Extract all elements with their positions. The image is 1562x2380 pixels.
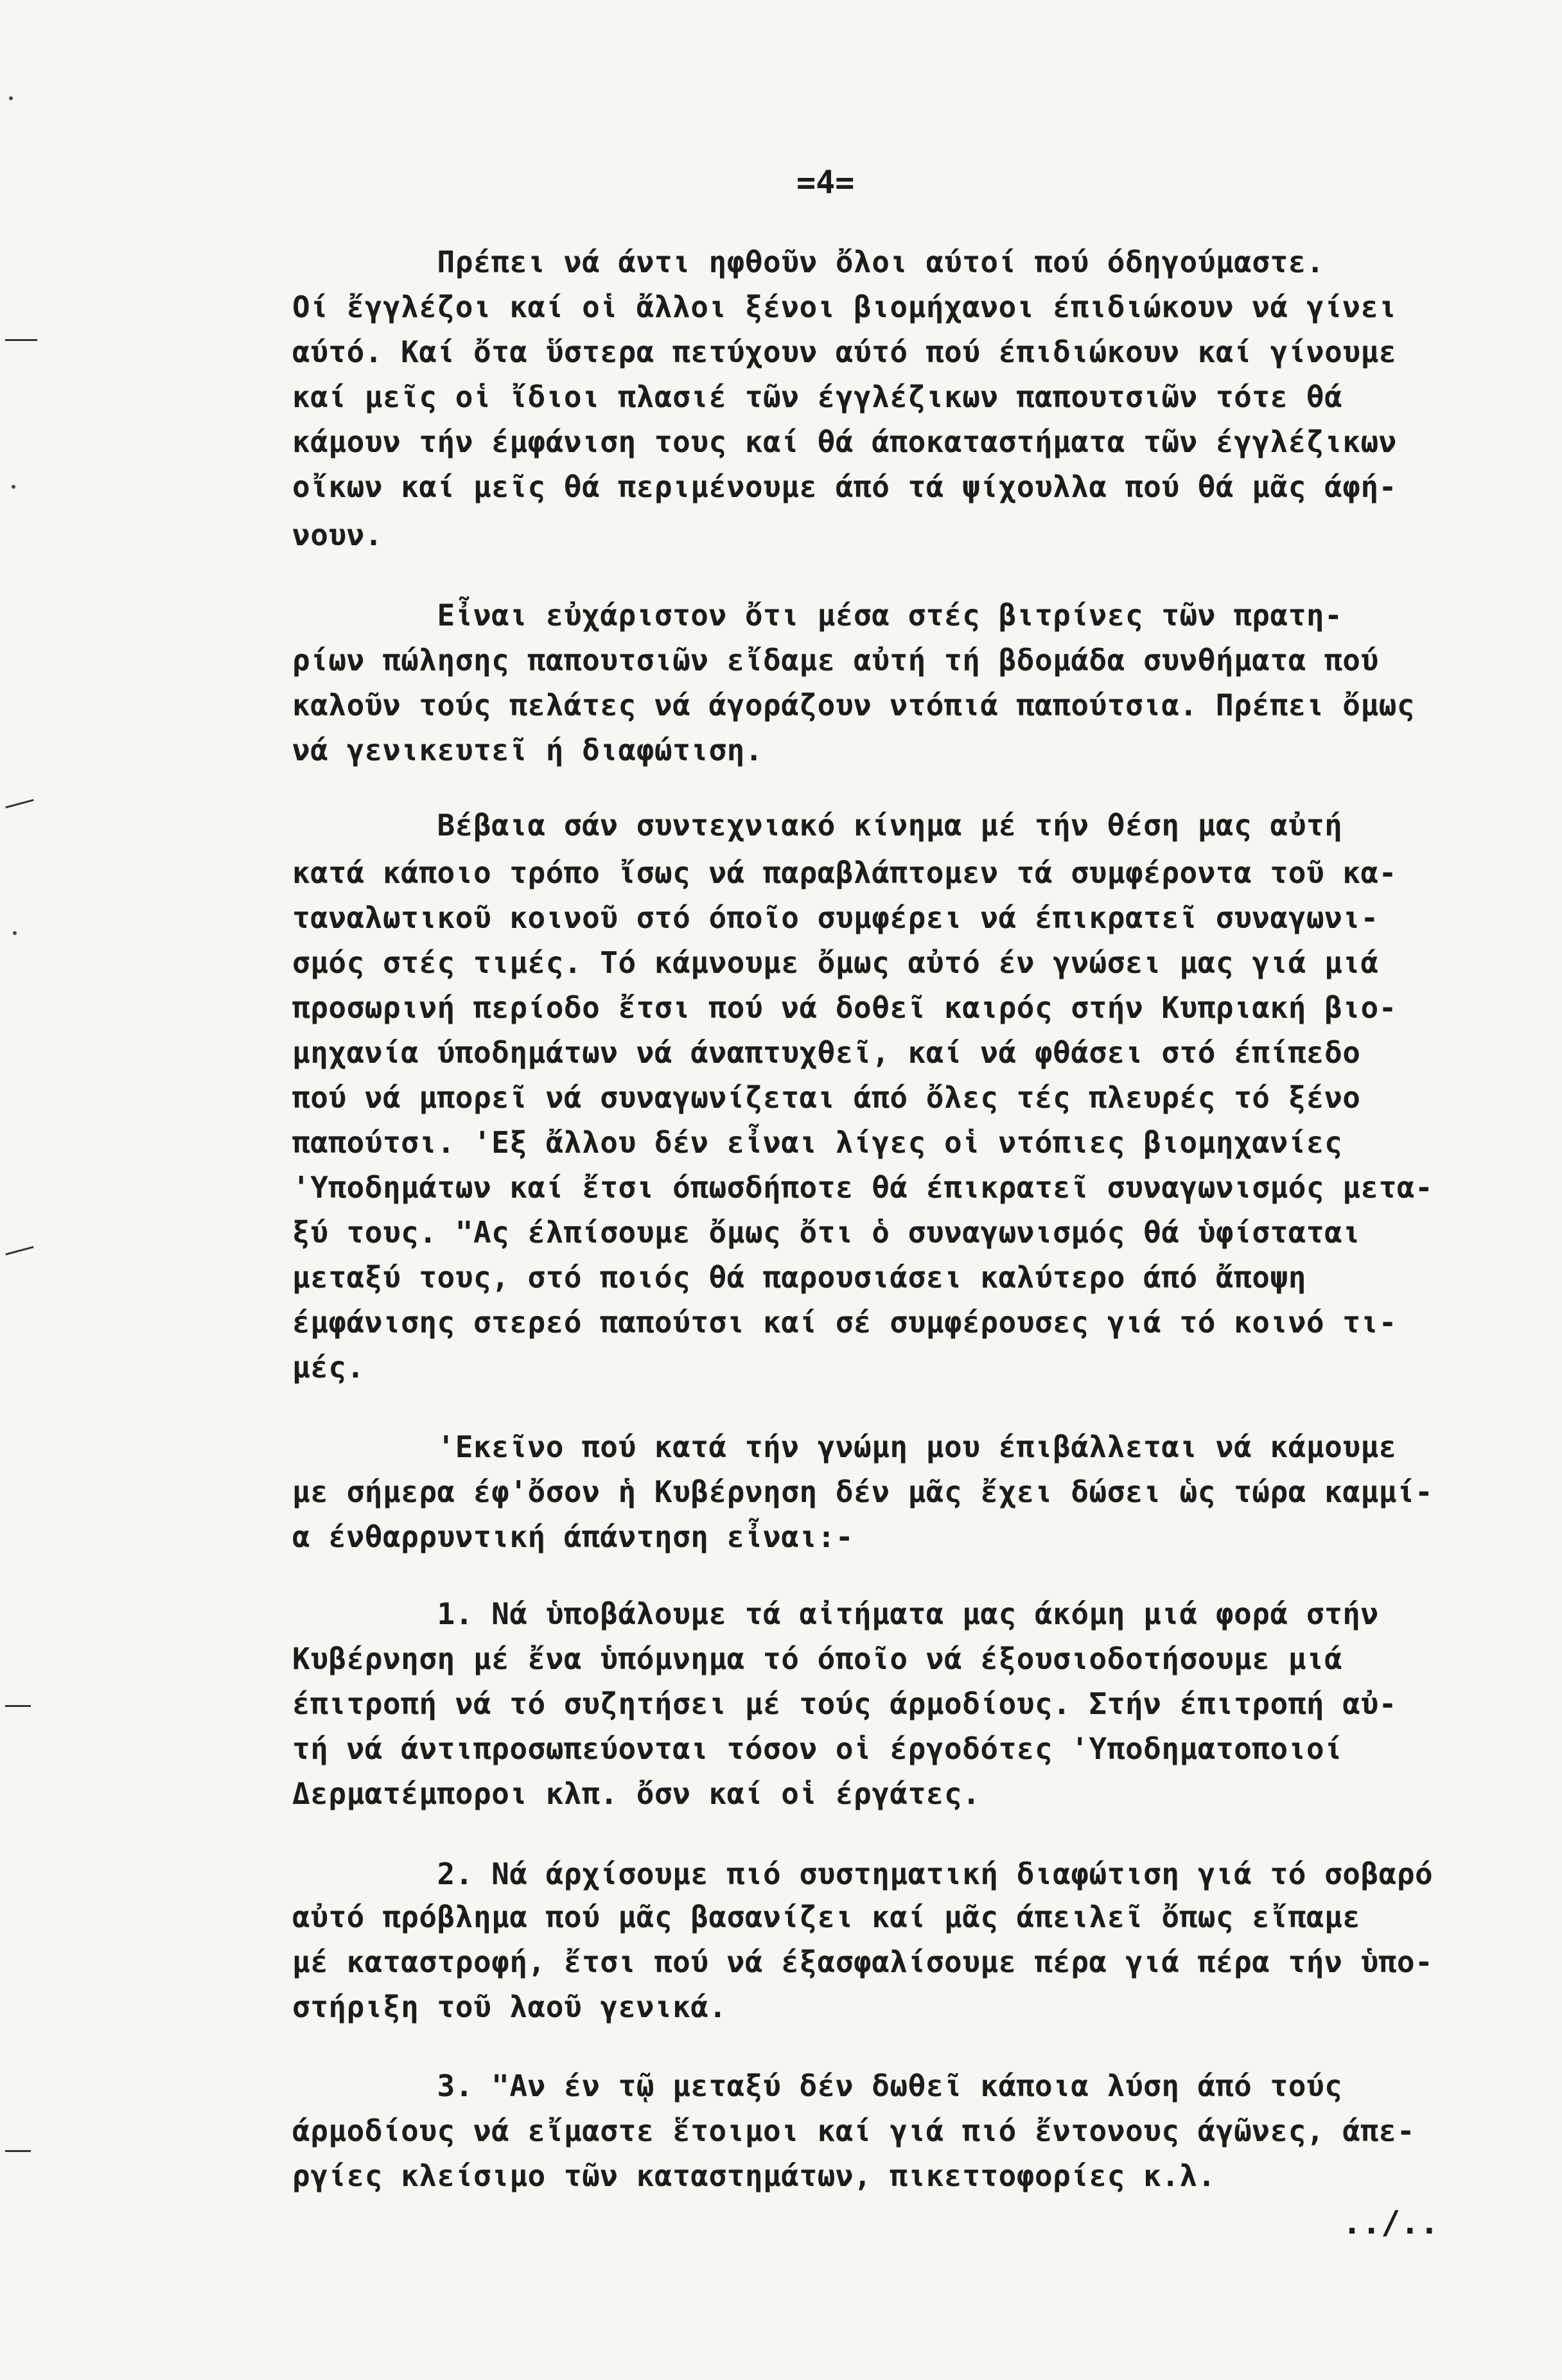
text-line: α ένθαρρυντική άπάντηση εἶναι:-: [292, 1519, 854, 1554]
text-line: καλοῦν τούς πελάτες νά άγοράζουν ντόπιά παπούτσια. Πρέπει ὄμως: [292, 688, 1416, 722]
margin-dot: [9, 96, 13, 100]
text-line: ργίες κλείσιμο τῶν καταστημάτων, πικεττοφορίες κ.λ.: [292, 2158, 1216, 2193]
margin-mark: [5, 2150, 31, 2152]
text-line: έμφάνισης στερεό παπούτσι καί σέ συμφέρουσες γιά τό κοινό τι-: [292, 1305, 1397, 1340]
margin-mark: [5, 799, 33, 809]
text-line: νά γενικευτεῖ ή διαφώτιση.: [292, 733, 764, 767]
text-line: ταναλωτικοῦ κοινοῦ στό όποῖο συμφέρει νά έπικρατεῖ συναγωνι-: [292, 900, 1379, 935]
text-line: Δερματέμποροι κλπ. ὄσν καί οἱ έργάτες.: [292, 1776, 981, 1811]
text-line: κατά κάποιο τρόπο ἴσως νά παραβλάπτομεν τά συμφέροντα τοῦ κα-: [292, 855, 1397, 890]
text-line: προσωρινή περίοδο ἔτσι πού νά δοθεῖ καιρός στήν Κυπριακή βιο-: [292, 990, 1397, 1025]
margin-dot: [12, 485, 15, 489]
text-line: μηχανία ύποδημάτων νά άναπτυχθεῖ, καί νά φθάσει στό έπίπεδο: [292, 1035, 1361, 1070]
text-line: ρίων πώλησης παπουτσιῶν εἴδαμε αὐτή τή βδομάδα συνθήματα πού: [292, 643, 1379, 678]
text-line: ξύ τους. "Ας έλπίσουμε ὄμως ὄτι ὁ συναγωνισμός θά ὑφίσταται: [292, 1215, 1361, 1250]
text-line: Εἶναι εὐχάριστον ὄτι μέσα στές βιτρίνες τῶν πρατη-: [292, 598, 1343, 633]
margin-mark: [5, 1705, 31, 1707]
text-line: έπιτροπή νά τό συζητήσει μέ τούς άρμοδίους. Στήν έπιτροπή αὐ-: [292, 1686, 1397, 1721]
text-line: 2. Νά άρχίσουμε πιό συστηματική διαφώτιση γιά τό σοβαρό: [292, 1857, 1434, 1891]
text-line: παπούτσι. 'Εξ ἄλλου δέν εἶναι λίγες οἱ ντόπιες βιομηχανίες: [292, 1125, 1343, 1160]
text-line: καί μεῖς οἱ ἴδιοι πλασιέ τῶν έγγλέζικων παπουτσιῶν τότε θά: [292, 380, 1343, 414]
text-line: Οί ἔγγλέζοι καί οἱ ἄλλοι ξένοι βιομήχανοι έπιδιώκουν νά γίνει: [292, 290, 1397, 324]
text-line: Πρέπει νά άντι ηφθοῦν ὄλοι αύτοί πού όδηγούμαστε.: [292, 245, 1325, 279]
text-line: μεταξύ τους, στό ποιός θά παρουσιάσει καλύτερο άπό ἄποψη: [292, 1260, 1306, 1295]
text-line: άρμοδίους νά εἴμαστε ἕτοιμοι καί γιά πιό ἔντονους άγῶνες, άπε-: [292, 2113, 1416, 2148]
text-line: τή νά άντιπροσωπεύονται τόσον οἱ έργοδότες 'Υποδηματοποιοί: [292, 1731, 1343, 1766]
text-line: κάμουν τήν έμφάνιση τους καί θά άποκαταστήματα τῶν έγγλέζικων: [292, 424, 1397, 459]
text-line: 1. Νά ὑποβάλουμε τά αἰτήματα μας άκόμη μιά φορά στήν: [292, 1597, 1379, 1631]
text-line: 'Υποδημάτων καί ἔτσι όπωσδήποτε θά έπικρατεῖ συναγωνισμός μετα-: [292, 1170, 1434, 1205]
text-line: σμός στές τιμές. Τό κάμνουμε ὄμως αὐτό έν γνώσει μας γιά μιά: [292, 945, 1379, 980]
text-line: με σήμερα έφ'ὄσον ἡ Κυβέρνηση δέν μᾶς ἔχει δώσει ὡς τώρα καμμί-: [292, 1474, 1434, 1509]
text-line: νουν.: [292, 518, 383, 552]
text-line: μές.: [292, 1350, 365, 1385]
margin-mark: [5, 339, 37, 341]
text-line: 'Εκεῖνο πού κατά τήν γνώμη μου έπιβάλλεται νά κάμουμε: [292, 1430, 1397, 1464]
text-line: αύτό. Καί ὄτα ὕστερα πετύχουν αύτό πού έπιδιώκουν καί γίνουμε: [292, 335, 1397, 369]
text-line: πού νά μπορεῖ νά συναγωνίζεται άπό ὄλες τές πλευρές τό ξένο: [292, 1080, 1361, 1115]
text-line: στήριξη τοῦ λαοῦ γενικά.: [292, 1990, 727, 2024]
margin-dot: [13, 931, 17, 935]
text-line: 3. "Αν έν τῷ μεταξύ δέν δωθεῖ κάποια λύση άπό τούς: [292, 2069, 1343, 2103]
text-line: Βέβαια σάν συντεχνιακό κίνημα μέ τήν θέση μας αὐτή: [292, 808, 1343, 843]
text-line: Κυβέρνηση μέ ἔνα ὑπόμνημα τό όποῖο νά έξουσιοδοτήσουμε μιά: [292, 1641, 1343, 1676]
text-line: οἴκων καί μεῖς θά περιμένουμε άπό τά ψίχουλλα πού θά μᾶς άφή-: [292, 469, 1397, 504]
continuation-mark: ../..: [1342, 2204, 1439, 2241]
text-line: μέ καταστροφή, ἔτσι πού νά έξασφαλίσουμε πέρα γιά πέρα τήν ὑπο-: [292, 1945, 1434, 1979]
text-line: αὐτό πρόβλημα πού μᾶς βασανίζει καί μᾶς άπειλεῖ ὄπως εἴπαμε: [292, 1900, 1361, 1934]
margin-mark: [5, 1246, 33, 1256]
page-number: =4=: [796, 164, 855, 201]
